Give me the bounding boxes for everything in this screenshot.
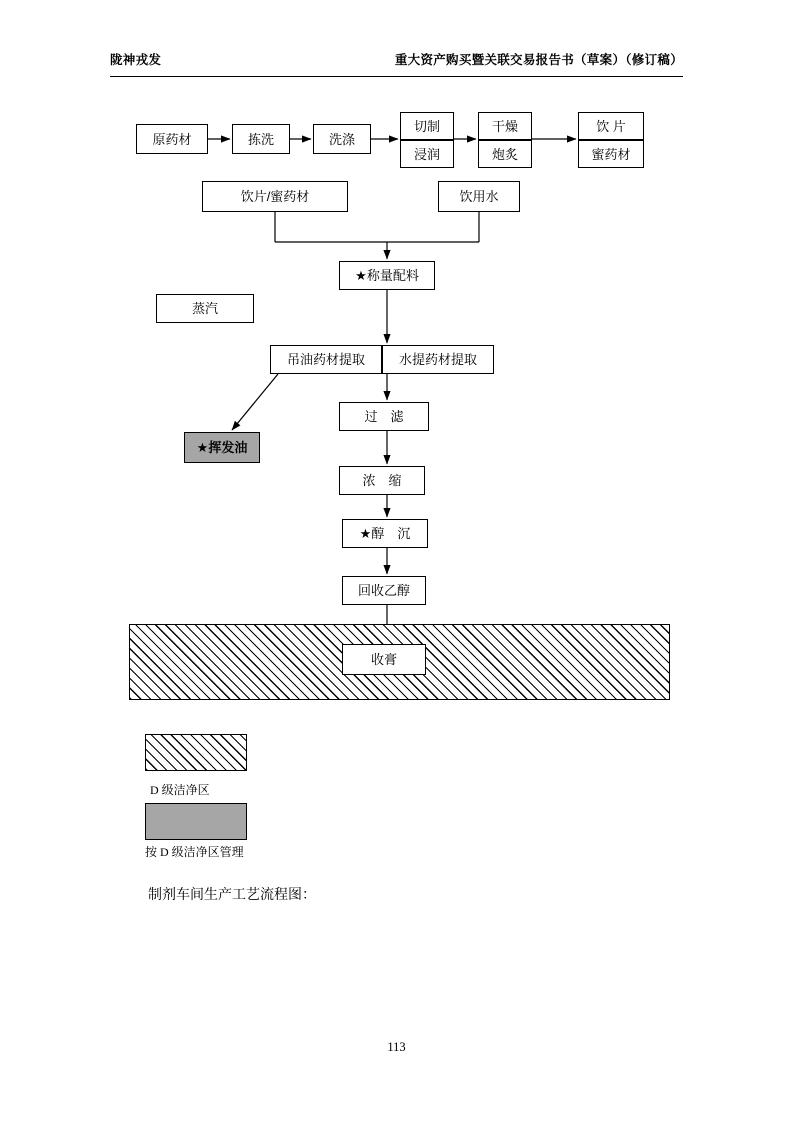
node-pieces-or-honey-herbs — [202, 181, 348, 212]
node-label: 蜜药材 — [591, 146, 631, 162]
node-label: 收膏 — [370, 652, 397, 667]
node-label: 原药材 — [152, 131, 192, 147]
node-sorting-washing — [232, 124, 290, 154]
node-honey-herbs — [578, 140, 644, 168]
node-cutting — [400, 112, 454, 140]
node-label: 浸润 — [413, 146, 440, 162]
node-drying — [478, 112, 532, 140]
node-concentration — [339, 466, 425, 495]
node-label: 干燥 — [491, 118, 518, 134]
node-oil-extraction — [270, 345, 382, 374]
node-label: 吊油药材提取 — [286, 352, 365, 367]
node-roasting — [478, 140, 532, 168]
header-left-text: 陇神戎发 — [110, 53, 162, 67]
node-label: 水提药材提取 — [398, 352, 477, 367]
node-weighing-batching — [339, 261, 435, 290]
legend-swatch-managed-as-d-level — [145, 803, 247, 840]
node-label: 回收乙醇 — [357, 583, 410, 598]
node-steam — [156, 294, 254, 323]
node-ethanol-recovery — [342, 576, 426, 605]
node-label: 拣洗 — [247, 131, 274, 147]
node-soaking — [400, 140, 454, 168]
node-label: 饮片/蜜药材 — [240, 189, 310, 204]
page-number: 113 — [387, 1040, 406, 1054]
node-alcohol-precipitation — [342, 519, 428, 548]
legend-label-d-level-clean-area: D 级洁净区 — [150, 783, 210, 797]
node-label: 切制 — [413, 118, 440, 134]
node-decoction-pieces — [578, 112, 644, 140]
node-drinking-water — [438, 181, 520, 212]
legend-label-managed-as-d-level: 按 D 级洁净区管理 — [145, 845, 244, 859]
node-label: 蒸汽 — [191, 301, 218, 316]
node-label: 炮炙 — [491, 146, 518, 162]
diagram-caption: 制剂车间生产工艺流程图： — [148, 888, 316, 903]
node-volatile-oil — [184, 432, 260, 463]
node-rinsing — [313, 124, 371, 154]
node-label: 浓 缩 — [362, 473, 402, 488]
node-label: 过 滤 — [364, 409, 404, 424]
node-label: ★挥发油 — [196, 440, 248, 455]
node-paste-collection — [342, 644, 426, 675]
node-label: ★醇 沉 — [359, 526, 411, 541]
node-label: 洗涤 — [328, 131, 355, 147]
node-label: ★称量配料 — [355, 268, 419, 283]
legend-swatch-d-level-clean-area — [145, 734, 247, 771]
node-filtration — [339, 402, 429, 431]
node-raw-herbs — [136, 124, 208, 154]
node-label: 饮 片 — [596, 118, 626, 134]
node-water-extraction — [382, 345, 494, 374]
node-label: 饮用水 — [459, 189, 499, 204]
header-right-text: 重大资产购买暨关联交易报告书（草案）（修订稿） — [394, 53, 683, 67]
